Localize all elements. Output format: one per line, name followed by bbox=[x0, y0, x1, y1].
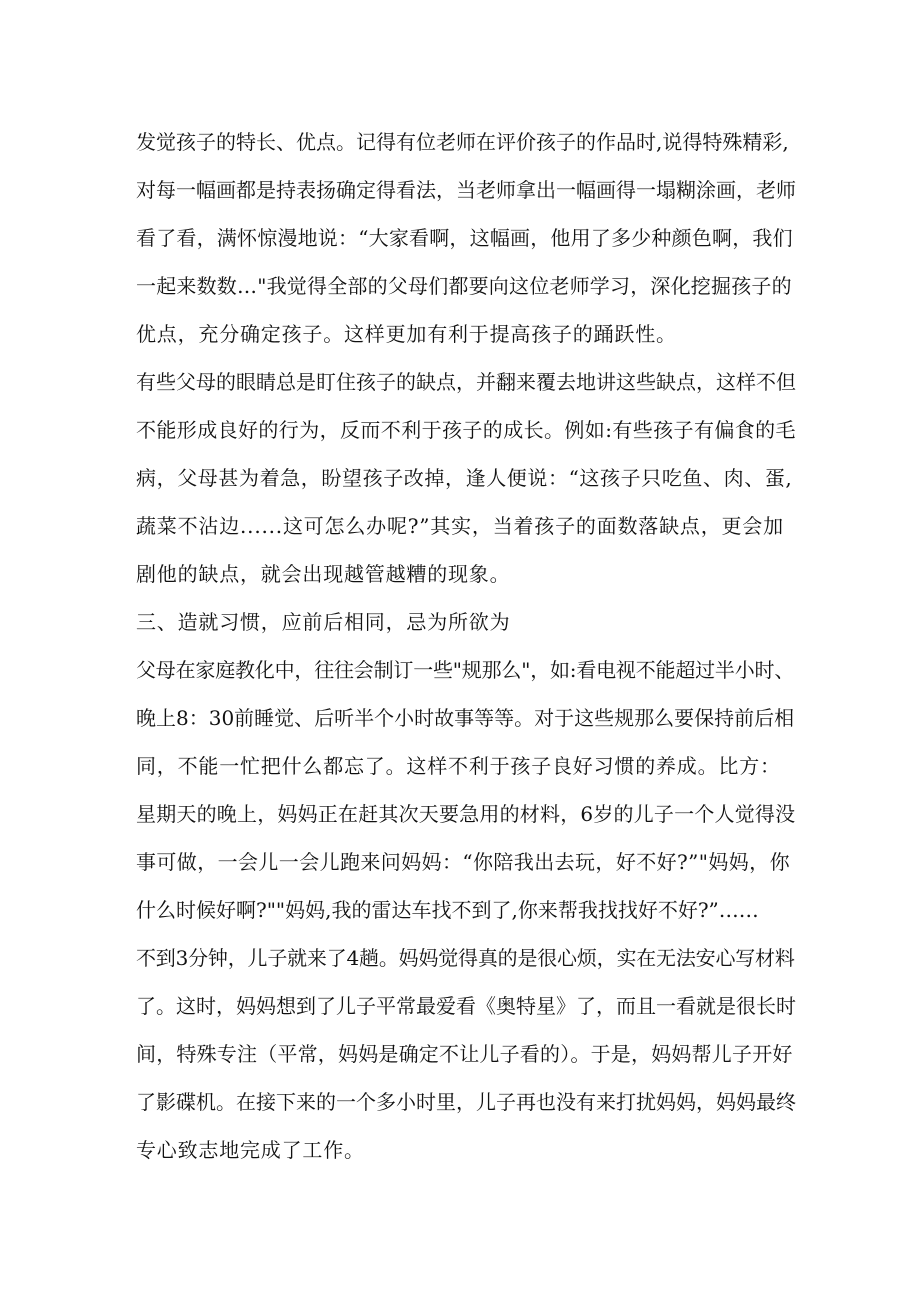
text-line: 看了看，满怀惊漫地说：“大家看啊，这幅画，他用了多少种颜色啊，我们 bbox=[136, 226, 793, 250]
text-line: 不能形成良好的行为，反而不利于孩子的成长。例如:有些孩子有偏食的毛 bbox=[136, 418, 796, 442]
body-text bbox=[136, 118, 796, 1174]
text-line: 父母在家庭教化中，往往会制订一些"规那么"，如:看电视不能超过半小时、 bbox=[136, 658, 795, 682]
text-line: 间，特殊专注（平常，妈妈是确定不让儿子看的）。于是，妈妈帮儿子开好 bbox=[136, 1042, 793, 1066]
text-line: 星期天的晚上，妈妈正在赶其次天要急用的材料，6岁的儿子一个人觉得没 bbox=[136, 802, 796, 826]
text-line: 晚上8：30前睡觉、后听半个小时故事等等。对于这些规那么要保持前后相 bbox=[136, 706, 795, 730]
text-line: 什么时候好啊?""妈妈,我的雷达车找不到了,你来帮我找找好不好?”…… bbox=[136, 898, 759, 922]
text-line: 事可做，一会儿一会儿跑来问妈妈：“你陪我出去玩，好不好?”"妈妈，你 bbox=[136, 850, 790, 874]
text-line: 对每一幅画都是持表扬确定得看法，当老师拿出一幅画得一塌糊涂画，老师 bbox=[136, 178, 796, 202]
text-line: 优点，充分确定孩子。这样更加有利于提高孩子的踊跃性。 bbox=[136, 322, 677, 346]
text-line: 同，不能一忙把什么都忘了。这样不利于孩子良好习惯的养成。比方： bbox=[136, 754, 781, 778]
section-heading: 三、造就习惯，应前后相同，忌为所欲为 bbox=[136, 610, 511, 634]
text-line: 剧他的缺点，就会出现越管越糟的现象。 bbox=[136, 562, 511, 586]
text-line: 专心致志地完成了工作。 bbox=[136, 1138, 365, 1162]
text-line: 不到3分钟，儿子就来了4趟。妈妈觉得真的是很心烦，实在无法安心写材料 bbox=[136, 946, 795, 970]
text-line: 了。这时，妈妈想到了儿子平常最爱看《奥特星》了，而且一看就是很长时 bbox=[136, 994, 796, 1018]
text-line: 一起来数数…"我觉得全部的父母们都要向这位老师学习，深化挖掘孩子的 bbox=[136, 274, 792, 298]
text-line: 病，父母甚为着急，盼望孩子改掉，逢人便说：“这孩子只吃鱼、肉、蛋, bbox=[136, 466, 793, 490]
text-line: 有些父母的眼睛总是盯住孩子的缺点，并翻来覆去地讲这些缺点，这样不但 bbox=[136, 370, 796, 394]
text-line: 了影碟机。在接下来的一个多小时里，儿子再也没有来打扰妈妈，妈妈最终 bbox=[136, 1090, 796, 1114]
text-line: 发觉孩子的特长、优点。记得有位老师在评价孩子的作品时,说得特殊精彩, bbox=[136, 130, 789, 154]
text-line: 蔬菜不沾边......这可怎么办呢?”其实，当着孩子的面数落缺点，更会加 bbox=[136, 514, 784, 538]
